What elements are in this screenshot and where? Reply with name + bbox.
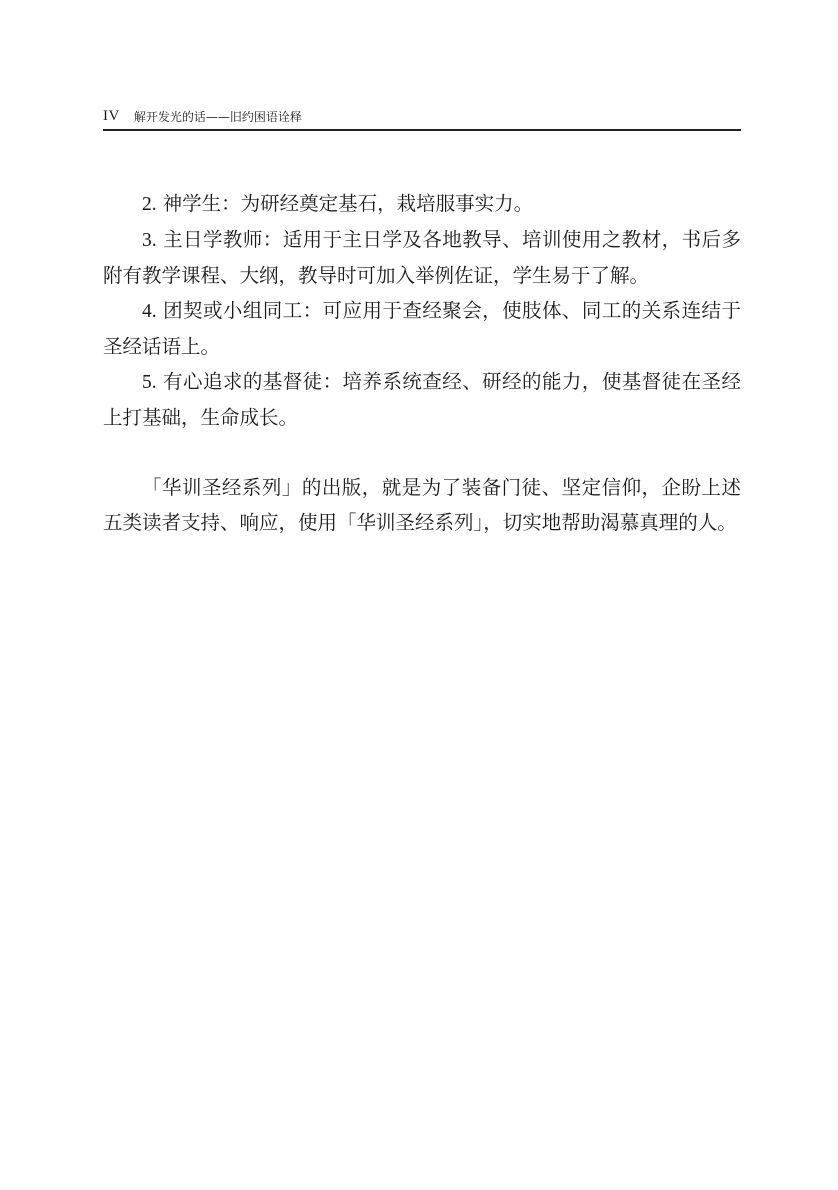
list-item-text: 神学生：为研经奠定基石，栽培服事实力。	[162, 192, 534, 215]
list-item-text: 主日学教师：适用于主日学及各地教导、培训使用之教材，书后多附有教学课程、大纲，教导时可加入举例佐证，学生易于了解。	[103, 228, 741, 287]
list-number: 5.	[142, 372, 157, 393]
body-text	[103, 186, 741, 540]
page-number: IV	[103, 107, 120, 124]
list-number: 2.	[142, 194, 157, 215]
list-item-text: 有心追求的基督徒：培养系统查经、研经的能力，使基督徒在圣经上打基础，生命成长。	[103, 370, 741, 429]
running-title: 解开发光的话——旧约困语诠释	[133, 109, 302, 124]
list-item	[103, 186, 741, 222]
list-number: 4.	[142, 301, 157, 322]
list-item-text: 团契或小组同工：可应用于查经聚会，使肢体、同工的关系连结于圣经话语上。	[103, 299, 741, 358]
running-header	[103, 107, 741, 131]
list-item	[103, 222, 741, 293]
closing-paragraph: 「华训圣经系列」的出版，就是为了装备门徒、坚定信仰，企盼上述五类读者支持、响应，使用「华训圣经系列」，切实地帮助渴慕真理的人。	[103, 476, 741, 534]
paragraph-gap	[103, 435, 741, 470]
list-item	[103, 364, 741, 435]
list-item	[103, 293, 741, 364]
list-number: 3.	[142, 230, 157, 251]
